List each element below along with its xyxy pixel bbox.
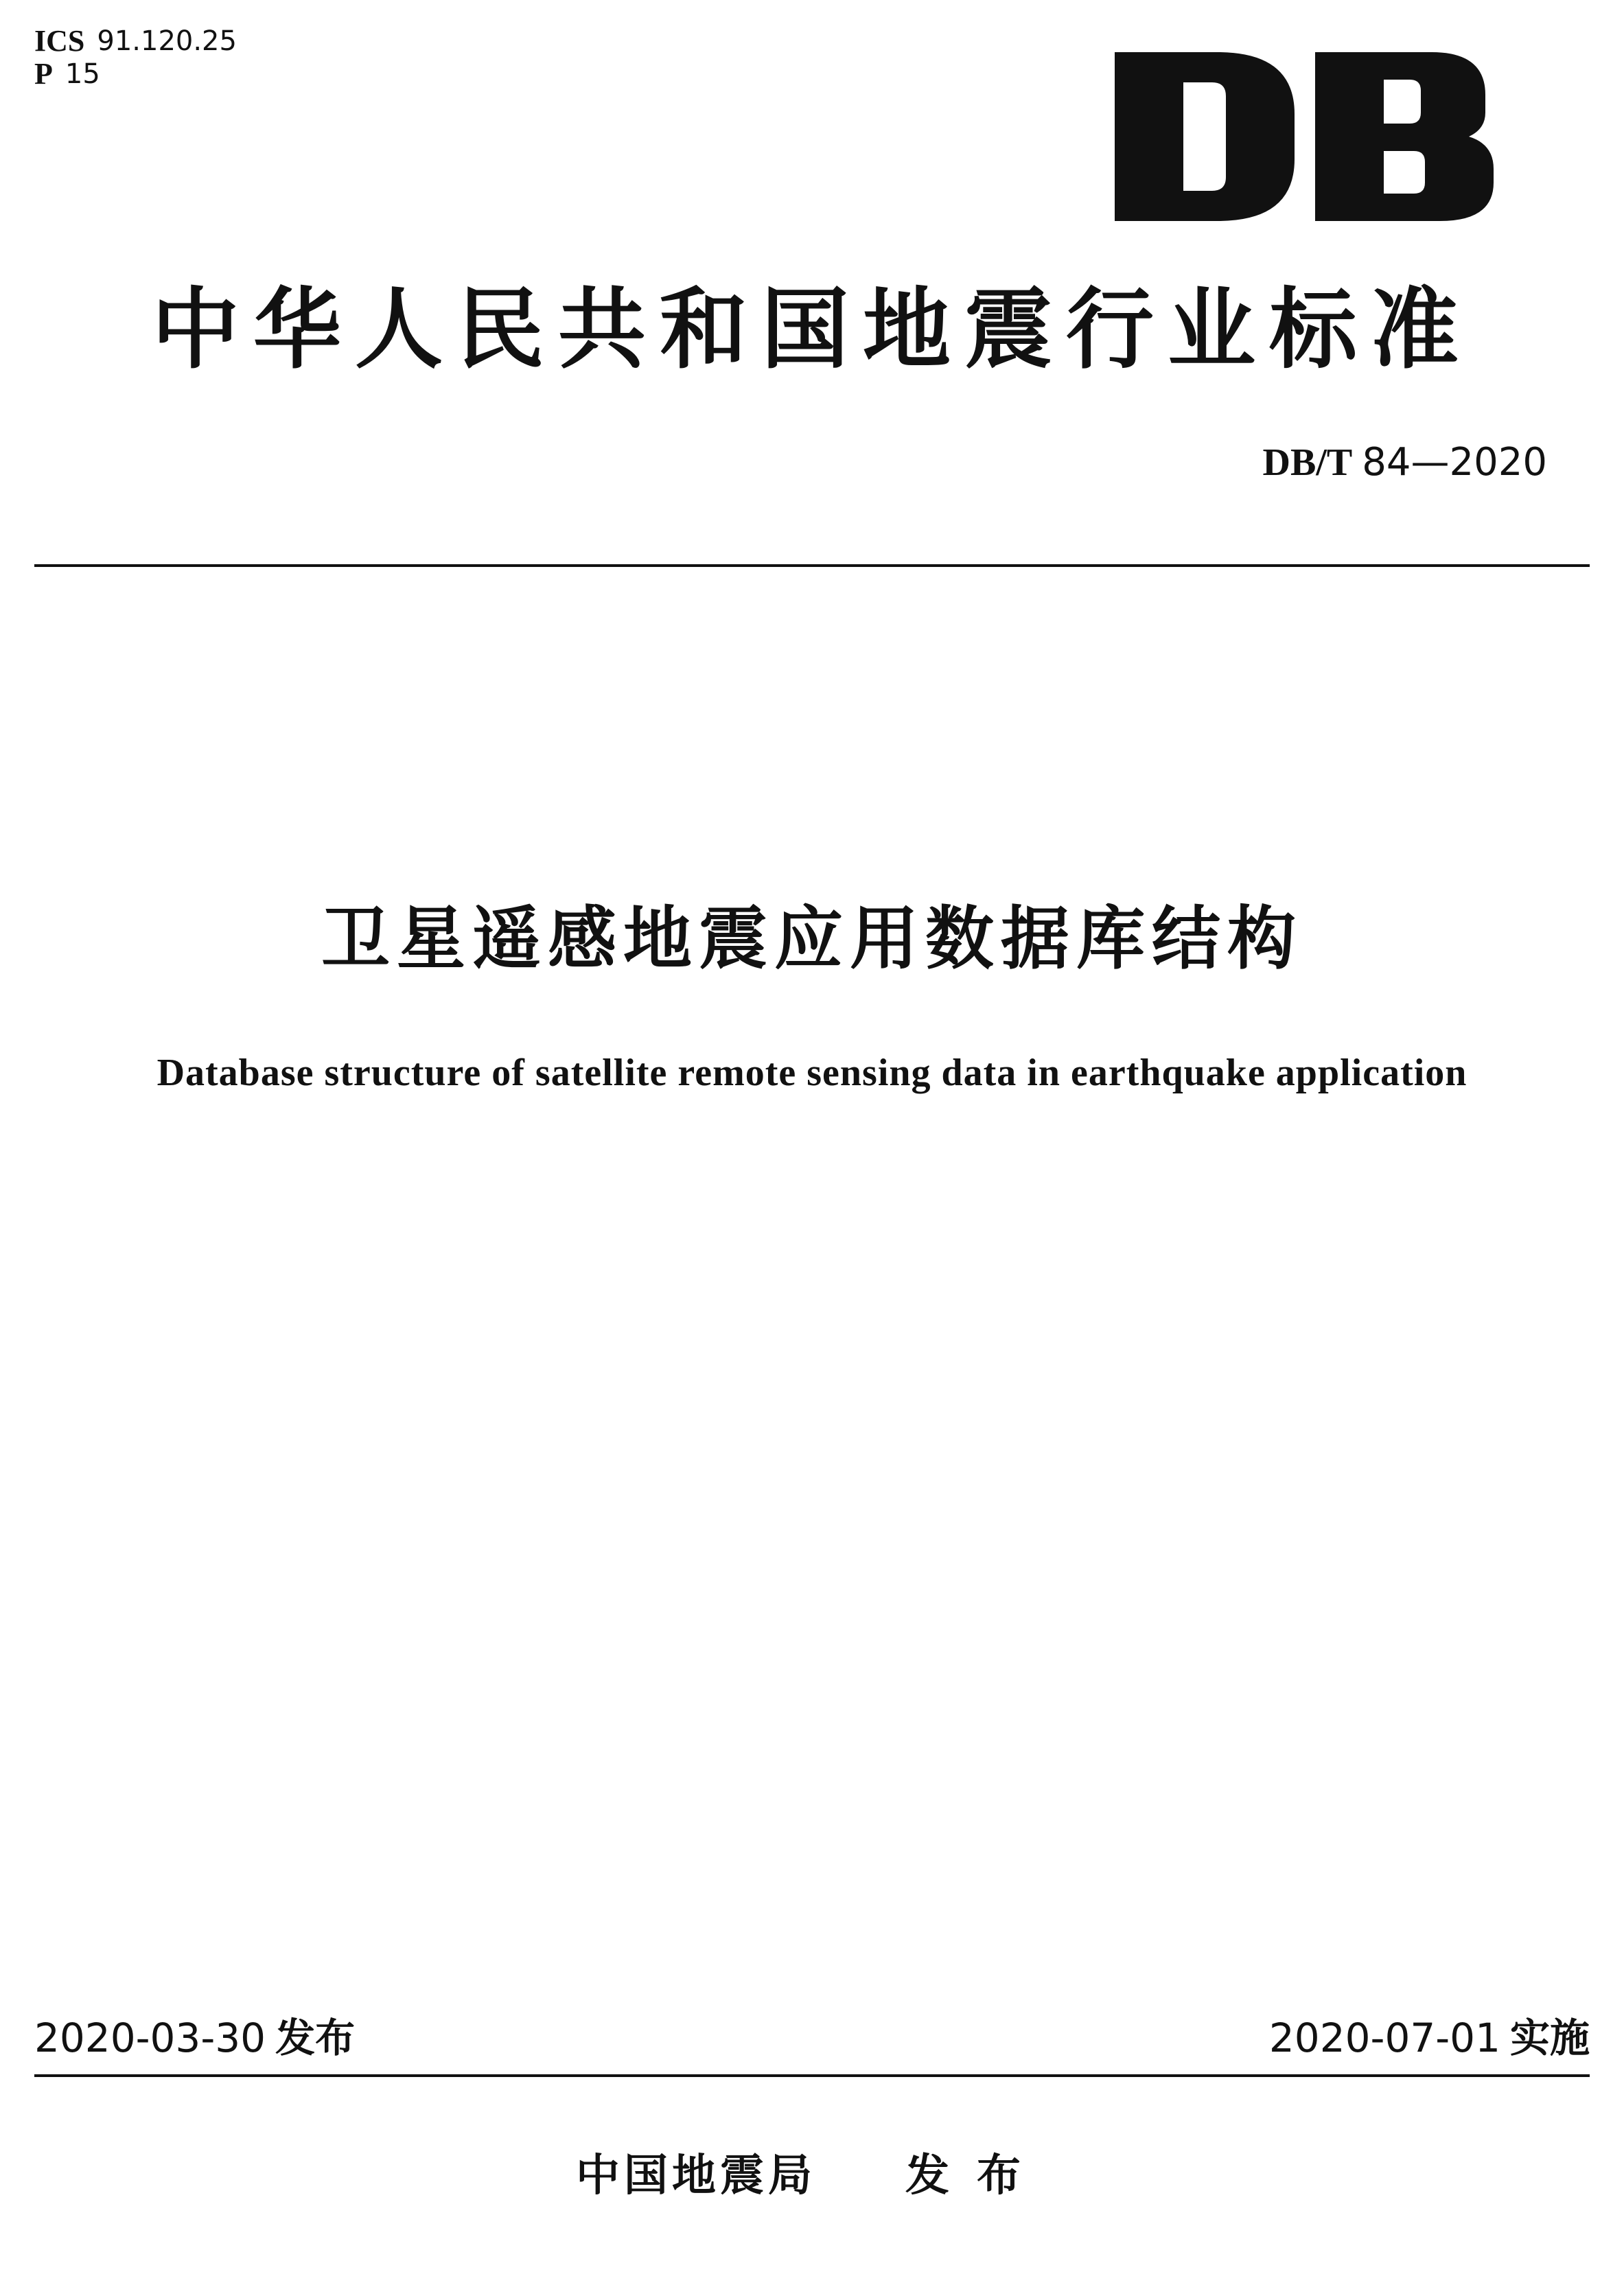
implementation-date-value: 2020-07-01: [1268, 2015, 1500, 2061]
implementation-date-label: 实施: [1509, 2015, 1590, 2061]
ccs-row: [34, 58, 237, 91]
classification-codes: [34, 25, 237, 91]
implementation-date: [1269, 2014, 1590, 2062]
ccs-label: P: [34, 57, 53, 91]
issue-date-label: 发布: [275, 2015, 356, 2061]
ics-row: [34, 25, 237, 58]
industry-standard-title: 中华人民共和国地震行业标准: [151, 279, 1472, 381]
issue-date-value: 2020-03-30: [34, 2015, 266, 2061]
publisher: [0, 2148, 1624, 2203]
chinese-title: 卫星遥感地震应用数据库结构: [321, 898, 1303, 979]
english-title: Database structure of satellite remote sensing data in earthquake application: [156, 1052, 1468, 1094]
header-divider: [34, 564, 1590, 567]
db-logo-graphic: [1115, 52, 1494, 221]
standard-code: DB/T: [1262, 441, 1353, 484]
footer-divider: [34, 2074, 1590, 2077]
ccs-value: 15: [65, 58, 100, 90]
ics-label: ICS: [34, 24, 85, 58]
publisher-action: 发布: [905, 2150, 1048, 2201]
db-logo: [1115, 52, 1494, 221]
ics-value: 91.120.25: [97, 25, 237, 57]
publisher-organization: 中国地震局: [576, 2150, 816, 2201]
standard-number: [1263, 441, 1547, 485]
standard-number-value: 84—2020: [1362, 440, 1547, 485]
issue-date: [34, 2014, 355, 2062]
